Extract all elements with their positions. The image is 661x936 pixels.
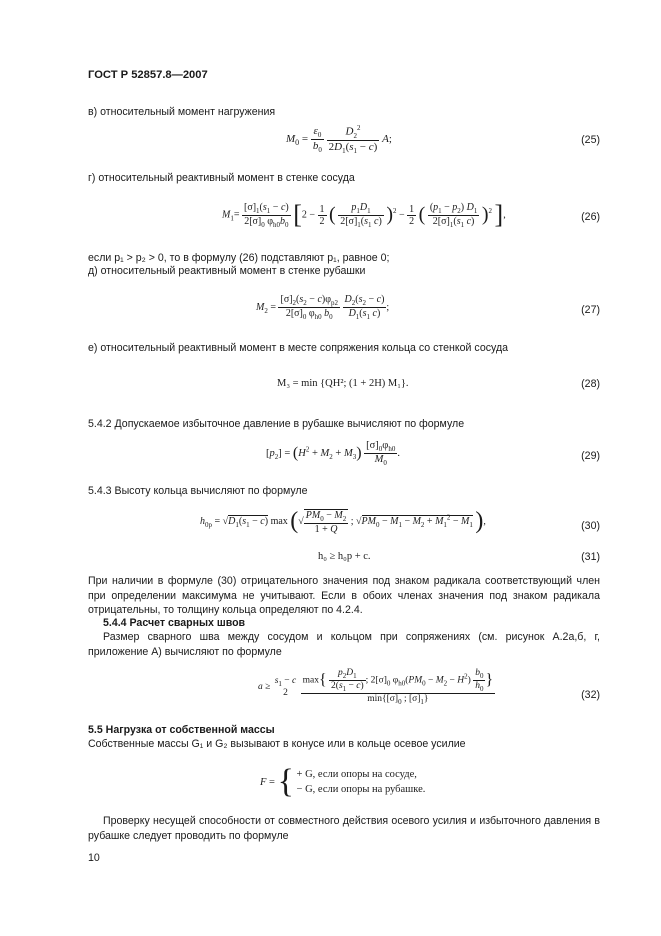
formula-30-number: (30)	[581, 520, 600, 532]
formula-26: $M_1=$ $\frac{[\sigma]_1(s_1 - c)}{2[\sigma]_0 \varphi_{h0}b_0}$ [2 − $\frac{1}{2}$ ( $\frac{p_1D_1}{2[\sigma]_1(s_1 c)}$ )$^2$ − $\frac{1}{2}$ ( $\frac{(p_1 - p_2) D_1}{2[\sigma]_1(s_1 c)}$ )$^2$ ],	[222, 200, 506, 229]
formula-25: $M_0$ = $\frac{\varepsilon_0}{b_0}$ $\frac{D_2^2}{2D_1(s_1 - c)}$ A;	[286, 124, 392, 156]
item-d-text: д) относительный реактивный момент в стенке рубашки	[88, 265, 366, 277]
document-header: ГОСТ Р 52857.8—2007	[88, 69, 208, 81]
formula-29-number: (29)	[581, 450, 600, 462]
section-543-text: 5.4.3 Высоту кольца вычисляют по формуле	[88, 485, 308, 497]
formula-27: $M_2$ = $\frac{[\sigma]_2(s_2 - c)\varphi_{p2}}{2[\sigma]_0 \varphi_{h0} b_0}$ $\frac{D_2(s_2 - c)}{D_1(s_1 c)}$ ;	[256, 294, 390, 321]
formula-30: $h_{0р} = √D_1(s_1 - c)$ max (√ $\frac{PM_0 - M_2}{1 + Q}$ ; $√PM_0 - M_1 - M_2 + M_1^2 - M_1$ ),	[200, 508, 486, 535]
formula-29: $[p_2] = (H^2 + M_2 + M_3)$ $\frac{[\sigma]_0\varphi_{h0}}{M_0}$ .	[266, 440, 400, 468]
formula-f-case-2: − G, если опоры на рубашке.	[296, 784, 426, 795]
item-if-p1-text: если p₁ > p₂ > 0, то в формулу (26) подставляют p₁, равное 0;	[88, 252, 390, 264]
page-number: 10	[88, 852, 100, 864]
formula-25-number: (25)	[581, 134, 600, 146]
formula-26-number: (26)	[581, 211, 600, 223]
formula-27-number: (27)	[581, 304, 600, 316]
formula-32: a ≥ $s_1 - c$ 2 max{ $\frac{p_2D_1}{2(s_1 - c)}$ ; $2[\sigma]_0$ $\varphi_{h0}(PM_0 - M_2 - H^2)$ $\frac{b_0}{h_0}$ } $\min\{[\sigma]_0$ ; $[\sigma]_1$}	[258, 668, 494, 706]
formula-f-case-1: + G, если опоры на сосуде,	[296, 769, 417, 780]
formula-28-number: (28)	[581, 378, 600, 390]
formula-32-number: (32)	[581, 689, 600, 701]
formula-31: h₀ ≥ h₀р + c.	[318, 551, 371, 562]
item-v-text: в) относительный момент нагружения	[88, 106, 276, 118]
item-e-text: е) относительный реактивный момент в месте сопряжения кольца со стенкой сосуда	[88, 342, 509, 354]
section-542-text: 5.4.2 Допускаемое избыточное давление в рубашке вычисляют по формуле	[88, 418, 465, 430]
formula-f-cases: F = { + G, если опоры на сосуде, − G, если опоры на рубашке.	[260, 763, 426, 800]
section-55-text: Собственные массы G₁ и G₂ вызывают в конусе или в кольце осевое усилие	[88, 738, 466, 750]
section-544-title: 5.4.4 Расчет сварных швов	[103, 617, 246, 629]
section-544-text: Размер сварного шва между сосудом и кольцом при сопряжениях (см. рисунок А.2а,б, г, приложение А) вычисляют по формуле	[88, 631, 600, 658]
item-g-text: г) относительный реактивный момент в стенке сосуда	[88, 172, 355, 184]
note-radical: При наличии в формуле (30) отрицательного значения под знаком радикала соответствующий член при определении максимума не учитывают. Если в обоих членах значения под знаком радикала отрицательны, то толщину кольца определяют по 4.2.4.	[88, 575, 600, 617]
formula-28: M₃ = min {QH²; (1 + 2H) M₁}.	[277, 378, 409, 389]
section-55-title: 5.5 Нагрузка от собственной массы	[88, 724, 275, 736]
section-55-check: Проверку несущей способности от совместного действия осевого усилия и избыточного давления в рубашке следует проводить по формуле	[88, 815, 600, 842]
formula-31-number: (31)	[581, 551, 600, 563]
